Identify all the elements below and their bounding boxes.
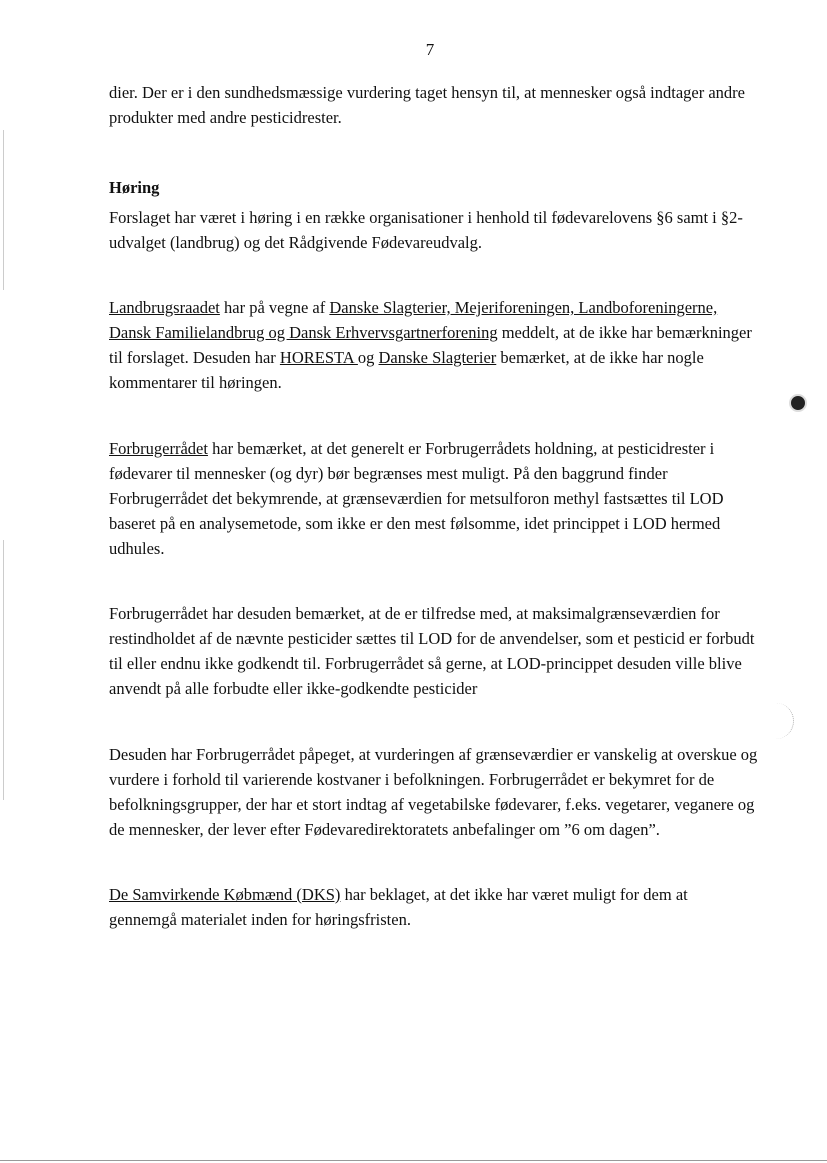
forbrugerraadet-link[interactable]: Forbrugerrådet — [109, 439, 208, 458]
text-span: har beklaget, at det ikke har været muligt for dem at gennemgå materialet inden for høringsfristen. — [109, 885, 688, 929]
text-span: meddelt, at de ikke har bemærkninger til forslaget. Desuden har — [109, 323, 752, 367]
lod-paragraph: Forbrugerrådet har desuden bemærket, at de er tilfredse med, at maksimalgrænseværdien for restindholdet af de nævnte pesticider sættes til LOD for de anvendelser, som et pesticid er forbudt til eller endnu ikke godkendt til. Forbrugerrådet så gerne, at LOD-princippet desuden ville blive anvendt på alle forbudte eller ikke-godkendte pesticider — [109, 604, 755, 698]
hearing-paragraph: Forslaget har været i høring i en række organisationer i henhold til fødevarelovens §6 samt i §2-udvalget (landbrug) og det Rådgivende Fødevareudvalg. — [109, 208, 743, 252]
landbrugsraadet-link[interactable]: Landbrugsraadet — [109, 298, 220, 317]
dks-paragraph — [109, 882, 759, 932]
page-bottom-edge — [0, 1160, 827, 1161]
punch-hole-icon — [789, 394, 807, 412]
text-span: bemærket, at de ikke har nogle kommentarer til høringen. — [109, 348, 704, 392]
landbrug-paragraph — [109, 295, 759, 395]
scan-edge-line — [3, 130, 4, 290]
page-number: 7 — [425, 40, 435, 59]
organizations-link[interactable]: Danske Slagterier, Mejeriforeningen, Landboforeningerne, Dansk Familielandbrug og Dansk Erhvervsgartnerforening — [109, 298, 718, 342]
text-span: har bemærket, at det generelt er Forbrugerrådets holdning, at pesticidrester i fødevarer til mennesker (og dyr) bør begrænses mest muligt. På den baggrund finder Forbrugerrådet det bekymrende, at grænseværdien for metsulforon methyl fastsættes til LOD baseret på en analysemetode, som ikke er den mest følsomme, idet princippet i LOD hermed udhules. — [109, 439, 724, 558]
section-heading: Høring — [109, 178, 160, 197]
scan-edge-line — [3, 540, 4, 800]
horesta-link[interactable]: HORESTA — [279, 348, 358, 367]
text-span: har på vegne af — [219, 298, 330, 317]
document-body — [109, 80, 759, 932]
forbrugerraadet-paragraph — [109, 436, 759, 561]
kostvaner-paragraph: Desuden har Forbrugerrådet påpeget, at vurderingen af grænseværdier er vanskelig at overskue og vurdere i forhold til varierende kostvaner i befolkningen. Forbrugerrådet er bekymret for de befolkningsgrupper, der har et stort indtag af vegetabilske fødevarer, f.eks. vegetarer, veganere og de mennesker, der lever efter Fødevaredirektoratets anbefalinger om ”6 om dagen”. — [109, 745, 758, 839]
danske-slagterier-link[interactable]: Danske Slagterier — [378, 348, 497, 367]
dks-link[interactable]: De Samvirkende Købmænd (DKS) — [109, 885, 341, 904]
text-span: og — [357, 348, 379, 367]
punch-hole-shadow-icon — [775, 703, 794, 739]
intro-paragraph: dier. Der er i den sundhedsmæssige vurdering taget hensyn til, at mennesker også indtager andre produkter med andre pesticidrester. — [109, 83, 745, 127]
